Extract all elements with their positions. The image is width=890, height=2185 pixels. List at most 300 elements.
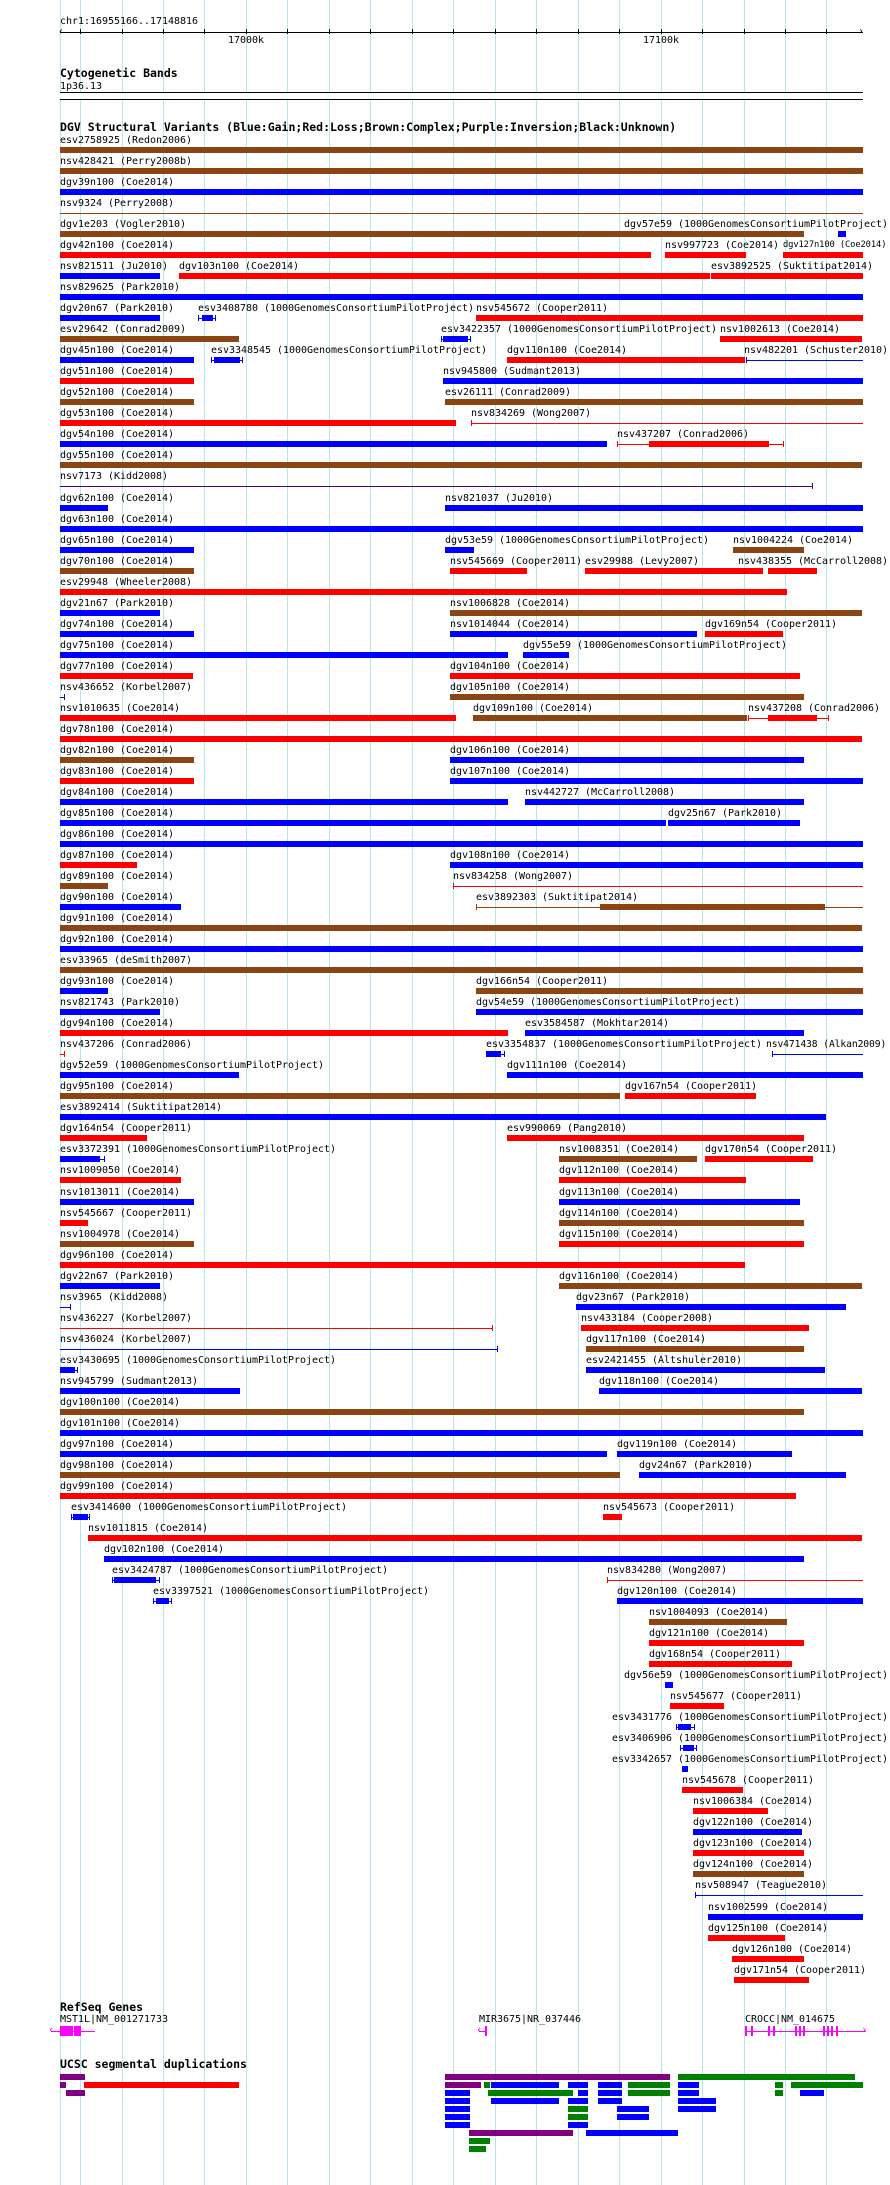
ruler-tick xyxy=(287,29,288,34)
sv-bar[interactable] xyxy=(559,1156,697,1162)
sv-bar[interactable] xyxy=(450,673,800,679)
sv-end-tick xyxy=(828,715,829,721)
sv-bar[interactable] xyxy=(60,168,863,174)
sv-bar[interactable] xyxy=(73,1514,88,1520)
sv-label: nsv471438 (Alkan2009) xyxy=(766,1039,887,1050)
sv-bar[interactable] xyxy=(649,441,769,447)
sv-end-tick xyxy=(746,357,747,363)
segdup-block[interactable] xyxy=(678,2082,699,2088)
sv-end-tick xyxy=(607,1577,608,1583)
sv-bar[interactable] xyxy=(586,1346,804,1352)
sv-label: nsv437208 (Conrad2006) xyxy=(748,703,881,714)
sv-end-tick xyxy=(676,1724,677,1730)
ruler-label: 17100k xyxy=(643,35,680,46)
dgv-track-title: DGV Structural Variants (Blue:Gain;Red:Loss;Brown:Complex;Purple:Inversion;Black:Unknown) xyxy=(60,120,677,134)
sv-bar[interactable] xyxy=(559,1220,804,1226)
segdup-block[interactable] xyxy=(60,2082,66,2088)
segdup-block[interactable] xyxy=(66,2090,85,2096)
sv-bar[interactable] xyxy=(60,252,651,258)
segdup-block[interactable] xyxy=(445,2106,470,2112)
sv-bar[interactable] xyxy=(60,378,194,384)
segdup-block[interactable] xyxy=(628,2082,670,2088)
sv-label: dgv103n100 (Coe2014) xyxy=(179,261,300,272)
segdup-block[interactable] xyxy=(775,2090,783,2096)
segdup-block[interactable] xyxy=(678,2098,716,2104)
sv-label: nsv433184 (Cooper2008) xyxy=(581,1313,714,1324)
sv-bar[interactable] xyxy=(60,1199,194,1205)
sv-bar[interactable] xyxy=(445,399,863,405)
sv-label: dgv23n67 (Park2010) xyxy=(576,1292,691,1303)
gene-exon xyxy=(60,2026,73,2036)
sv-bar[interactable] xyxy=(523,652,569,658)
sv-bar[interactable] xyxy=(665,252,746,258)
sv-bar[interactable] xyxy=(60,883,108,889)
segdup-block[interactable] xyxy=(678,2090,699,2096)
sv-end-tick xyxy=(211,357,212,363)
sv-label: nsv1006828 (Coe2014) xyxy=(450,598,571,609)
sv-end-tick xyxy=(695,1892,696,1898)
sv-label: dgv107n100 (Coe2014) xyxy=(450,766,571,777)
sv-bar[interactable] xyxy=(60,273,160,279)
sv-bar[interactable] xyxy=(693,1829,802,1835)
sv-bar[interactable] xyxy=(476,315,863,321)
sv-line[interactable] xyxy=(60,486,813,487)
sv-bar[interactable] xyxy=(617,1598,863,1604)
sv-label: nsv834280 (Wong2007) xyxy=(607,1565,728,1576)
sv-label: dgv1e203 (Vogler2010) xyxy=(60,219,187,230)
sv-label: dgv22n67 (Park2010) xyxy=(60,1271,175,1282)
sv-bar[interactable] xyxy=(60,1072,239,1078)
sv-bar[interactable] xyxy=(60,1177,181,1183)
segdup-block[interactable] xyxy=(617,2114,649,2120)
sv-end-tick xyxy=(772,1051,773,1057)
gene-exon xyxy=(485,2026,487,2036)
sv-bar[interactable] xyxy=(60,420,456,426)
sv-bar[interactable] xyxy=(60,1430,863,1436)
sv-label: dgv83n100 (Coe2014) xyxy=(60,766,175,777)
segdup-track-title: UCSC segmental duplications xyxy=(60,2057,247,2071)
sv-bar[interactable] xyxy=(450,778,863,784)
cytoband-label: 1p36.13 xyxy=(60,81,103,92)
sv-bar[interactable] xyxy=(720,336,862,342)
sv-bar[interactable] xyxy=(443,378,863,384)
sv-bar[interactable] xyxy=(214,357,240,363)
sv-bar[interactable] xyxy=(450,610,862,616)
sv-end-tick xyxy=(694,1724,695,1730)
sv-bar[interactable] xyxy=(60,820,666,826)
sv-bar[interactable] xyxy=(603,1514,622,1520)
sv-bar[interactable] xyxy=(705,631,783,637)
sv-label: dgv122n100 (Coe2014) xyxy=(693,1817,814,1828)
sv-bar[interactable] xyxy=(768,568,817,574)
sv-end-tick xyxy=(783,441,784,447)
sv-bar[interactable] xyxy=(60,631,194,637)
sv-label: dgv92n100 (Coe2014) xyxy=(60,934,175,945)
sv-bar[interactable] xyxy=(649,1640,804,1646)
sv-bar[interactable] xyxy=(60,841,863,847)
refseq-track-title: RefSeq Genes xyxy=(60,2000,144,2014)
sv-bar[interactable] xyxy=(60,399,194,405)
segdup-block[interactable] xyxy=(598,2090,622,2096)
sv-bar[interactable] xyxy=(693,1850,804,1856)
segdup-block[interactable] xyxy=(469,2146,486,2152)
sv-end-tick xyxy=(617,441,618,447)
sv-bar[interactable] xyxy=(600,904,825,910)
gene-exon xyxy=(799,2026,801,2036)
sv-label: dgv57e59 (1000GenomesConsortiumPilotProject) xyxy=(624,219,889,230)
sv-label: nsv545667 (Cooper2011) xyxy=(60,1208,193,1219)
sv-bar[interactable] xyxy=(665,1682,673,1688)
sv-label: dgv75n100 (Coe2014) xyxy=(60,640,175,651)
sv-end-tick xyxy=(171,1598,172,1604)
sv-label: dgv86n100 (Coe2014) xyxy=(60,829,175,840)
sv-line[interactable] xyxy=(60,1349,498,1350)
sv-label: nsv1013011 (Coe2014) xyxy=(60,1187,181,1198)
segdup-block[interactable] xyxy=(568,2106,588,2112)
sv-bar[interactable] xyxy=(649,1661,792,1667)
sv-bar[interactable] xyxy=(450,568,527,574)
sv-bar[interactable] xyxy=(60,189,863,195)
sv-label: dgv111n100 (Coe2014) xyxy=(507,1060,628,1071)
sv-bar[interactable] xyxy=(838,231,846,237)
sv-bar[interactable] xyxy=(576,1304,846,1310)
sv-bar[interactable] xyxy=(450,862,863,868)
sv-bar[interactable] xyxy=(60,673,193,679)
sv-label: nsv834258 (Wong2007) xyxy=(453,871,574,882)
sv-line[interactable] xyxy=(772,1054,863,1055)
sv-label: dgv101n100 (Coe2014) xyxy=(60,1418,181,1429)
segdup-block[interactable] xyxy=(491,2098,559,2104)
segdup-block[interactable] xyxy=(586,2130,678,2136)
sv-bar[interactable] xyxy=(179,273,710,279)
sv-bar[interactable] xyxy=(585,568,763,574)
segdup-block[interactable] xyxy=(445,2074,670,2080)
sv-bar[interactable] xyxy=(450,694,804,700)
sv-bar[interactable] xyxy=(60,147,863,153)
sv-bar[interactable] xyxy=(60,1114,826,1120)
sv-label: esv3414600 (1000GenomesConsortiumPilotProject) xyxy=(71,1502,348,1513)
sv-bar[interactable] xyxy=(682,1766,688,1772)
sv-end-tick xyxy=(497,1346,498,1352)
sv-label: esv29948 (Wheeler2008) xyxy=(60,577,193,588)
sv-bar[interactable] xyxy=(507,1135,804,1141)
sv-bar[interactable] xyxy=(625,1093,756,1099)
cytoband-1p36-13[interactable] xyxy=(60,92,863,100)
sv-label: dgv94n100 (Coe2014) xyxy=(60,1018,175,1029)
sv-bar[interactable] xyxy=(60,315,160,321)
sv-bar[interactable] xyxy=(711,273,863,279)
gene-exon xyxy=(745,2026,747,2036)
sv-bar[interactable] xyxy=(60,568,194,574)
segdup-block[interactable] xyxy=(445,2090,470,2096)
sv-line[interactable] xyxy=(695,1895,863,1896)
sv-bar[interactable] xyxy=(708,1935,785,1941)
sv-label: dgv51n100 (Coe2014) xyxy=(60,366,175,377)
sv-label: dgv171n54 (Cooper2011) xyxy=(734,1965,867,1976)
segdup-block[interactable] xyxy=(617,2106,649,2112)
sv-label: dgv115n100 (Coe2014) xyxy=(559,1229,680,1240)
sv-bar[interactable] xyxy=(525,799,804,805)
sv-bar[interactable] xyxy=(60,988,108,994)
sv-label: nsv1010635 (Coe2014) xyxy=(60,703,181,714)
sv-label: esv3892525 (Suktitipat2014) xyxy=(711,261,874,272)
sv-bar[interactable] xyxy=(473,715,747,721)
sv-bar[interactable] xyxy=(783,252,863,258)
sv-bar[interactable] xyxy=(114,1577,156,1583)
sv-bar[interactable] xyxy=(443,336,468,342)
sv-label: dgv97n100 (Coe2014) xyxy=(60,1439,175,1450)
ruler-tick xyxy=(578,29,579,34)
sv-label: dgv126n100 (Coe2014) xyxy=(732,1944,853,1955)
segdup-block[interactable] xyxy=(84,2082,239,2088)
sv-bar[interactable] xyxy=(202,315,213,321)
sv-bar[interactable] xyxy=(445,505,863,511)
sv-end-tick xyxy=(470,336,471,342)
sv-label: dgv102n100 (Coe2014) xyxy=(104,1544,225,1555)
sv-end-tick xyxy=(77,1367,78,1373)
sv-label: dgv52n100 (Coe2014) xyxy=(60,387,175,398)
sv-bar[interactable] xyxy=(639,1472,846,1478)
sv-bar[interactable] xyxy=(60,1135,147,1141)
sv-label: dgv91n100 (Coe2014) xyxy=(60,913,175,924)
sv-label: dgv170n54 (Cooper2011) xyxy=(705,1144,838,1155)
segdup-block[interactable] xyxy=(60,2074,85,2080)
sv-label: nsv945799 (Sudmant2013) xyxy=(60,1376,199,1387)
sv-bar[interactable] xyxy=(559,1241,804,1247)
sv-bar[interactable] xyxy=(60,1262,745,1268)
sv-line[interactable] xyxy=(746,360,863,361)
sv-label: esv33965 (deSmith2007) xyxy=(60,955,193,966)
sv-label: dgv127n100 (Coe2014) xyxy=(783,240,887,250)
sv-bar[interactable] xyxy=(60,1030,508,1036)
sv-bar[interactable] xyxy=(486,1051,501,1057)
sv-bar[interactable] xyxy=(734,1977,809,1983)
segdup-block[interactable] xyxy=(568,2122,588,2128)
segdup-block[interactable] xyxy=(568,2114,588,2120)
sv-end-tick xyxy=(242,357,243,363)
sv-bar[interactable] xyxy=(678,1724,691,1730)
sv-bar[interactable] xyxy=(60,925,862,931)
segdup-block[interactable] xyxy=(488,2090,573,2096)
sv-label: nsv482201 (Schuster2010) xyxy=(744,345,889,356)
segdup-block[interactable] xyxy=(791,2082,863,2088)
sv-bar[interactable] xyxy=(445,547,474,553)
sv-bar[interactable] xyxy=(156,1598,169,1604)
segdup-block[interactable] xyxy=(678,2106,716,2112)
segdup-block[interactable] xyxy=(469,2138,490,2144)
sv-bar[interactable] xyxy=(693,1808,768,1814)
sv-bar[interactable] xyxy=(507,1072,863,1078)
segdup-block[interactable] xyxy=(800,2090,824,2096)
sv-label: nsv1002599 (Coe2014) xyxy=(708,1902,829,1913)
sv-bar[interactable] xyxy=(60,736,862,742)
sv-label: dgv82n100 (Coe2014) xyxy=(60,745,175,756)
sv-line[interactable] xyxy=(60,1328,493,1329)
sv-bar[interactable] xyxy=(60,1220,88,1226)
sv-bar[interactable] xyxy=(60,904,181,910)
arrow-left-icon: ‹ xyxy=(58,26,65,37)
gene-exon xyxy=(768,2026,770,2036)
sv-label: dgv65n100 (Coe2014) xyxy=(60,535,175,546)
sv-bar[interactable] xyxy=(60,547,194,553)
sv-bar[interactable] xyxy=(733,547,804,553)
sv-bar[interactable] xyxy=(60,1241,194,1247)
sv-label: esv3408780 (1000GenomesConsortiumPilotProject) xyxy=(198,303,475,314)
sv-bar[interactable] xyxy=(705,1156,813,1162)
ruler-label: 17000k xyxy=(228,35,265,46)
segdup-block[interactable] xyxy=(445,2122,470,2128)
sv-label: nsv428421 (Perry2008b) xyxy=(60,156,193,167)
sv-label: dgv55n100 (Coe2014) xyxy=(60,450,175,461)
sv-label: dgv87n100 (Coe2014) xyxy=(60,850,175,861)
sv-label: nsv834269 (Wong2007) xyxy=(471,408,592,419)
sv-bar[interactable] xyxy=(60,526,863,532)
sv-bar[interactable] xyxy=(732,1956,804,1962)
sv-bar[interactable] xyxy=(617,1451,792,1457)
sv-end-tick xyxy=(812,483,813,489)
ruler-tick xyxy=(536,29,537,34)
sv-label: dgv166n54 (Cooper2011) xyxy=(476,976,609,987)
sv-bar[interactable] xyxy=(60,715,456,721)
sv-label: esv29988 (Levy2007) xyxy=(585,556,700,567)
sv-label: dgv96n100 (Coe2014) xyxy=(60,1250,175,1261)
sv-label: dgv118n100 (Coe2014) xyxy=(599,1376,720,1387)
sv-label: nsv545673 (Cooper2011) xyxy=(603,1502,736,1513)
sv-bar[interactable] xyxy=(60,757,194,763)
sv-line[interactable] xyxy=(607,1580,863,1581)
sv-label: dgv108n100 (Coe2014) xyxy=(450,850,571,861)
sv-label: dgv25n67 (Park2010) xyxy=(668,808,783,819)
segdup-block[interactable] xyxy=(445,2082,481,2088)
sv-bar[interactable] xyxy=(693,1871,804,1877)
sv-label: dgv116n100 (Coe2014) xyxy=(559,1271,680,1282)
sv-line[interactable] xyxy=(453,886,863,887)
sv-bar[interactable] xyxy=(60,967,863,973)
sv-bar[interactable] xyxy=(60,1283,160,1289)
sv-line[interactable] xyxy=(471,423,863,424)
sv-label: nsv508947 (Teague2010) xyxy=(695,1880,828,1891)
sv-bar[interactable] xyxy=(60,505,108,511)
sv-line[interactable] xyxy=(60,213,863,214)
segdup-block[interactable] xyxy=(484,2082,490,2088)
segdup-block[interactable] xyxy=(491,2082,559,2088)
ruler-tick xyxy=(329,29,330,34)
segdup-block[interactable] xyxy=(568,2098,588,2104)
sv-bar[interactable] xyxy=(649,1619,787,1625)
sv-bar[interactable] xyxy=(88,1535,862,1541)
sv-bar[interactable] xyxy=(599,1388,862,1394)
segdup-block[interactable] xyxy=(598,2082,622,2088)
sv-bar[interactable] xyxy=(60,1367,75,1373)
sv-bar[interactable] xyxy=(60,357,194,363)
sv-label: esv3372391 (1000GenomesConsortiumPilotProject) xyxy=(60,1144,337,1155)
sv-bar[interactable] xyxy=(708,1914,863,1920)
sv-bar[interactable] xyxy=(559,1283,862,1289)
sv-bar[interactable] xyxy=(476,1009,863,1015)
sv-label: nsv3965 (Kidd2008) xyxy=(60,1292,169,1303)
sv-bar[interactable] xyxy=(60,946,863,952)
sv-bar[interactable] xyxy=(581,1325,809,1331)
sv-bar[interactable] xyxy=(682,1787,743,1793)
sv-bar[interactable] xyxy=(104,1556,804,1562)
sv-bar[interactable] xyxy=(683,1745,694,1751)
sv-bar[interactable] xyxy=(60,862,137,868)
sv-bar[interactable] xyxy=(60,1156,100,1162)
sv-bar[interactable] xyxy=(507,357,745,363)
sv-label: dgv114n100 (Coe2014) xyxy=(559,1208,680,1219)
sv-bar[interactable] xyxy=(450,631,697,637)
sv-label: esv3354837 (1000GenomesConsortiumPilotProject) xyxy=(486,1039,763,1050)
sv-label: dgv39n100 (Coe2014) xyxy=(60,177,175,188)
ruler-tick xyxy=(163,29,164,34)
segdup-block[interactable] xyxy=(445,2098,470,2104)
sv-label: nsv821511 (Ju2010) xyxy=(60,261,169,272)
sv-bar[interactable] xyxy=(60,1409,804,1415)
gene-exon xyxy=(803,2026,805,2036)
segdup-block[interactable] xyxy=(445,2114,470,2120)
sv-bar[interactable] xyxy=(670,1703,724,1709)
sv-bar[interactable] xyxy=(668,820,800,826)
sv-label: dgv121n100 (Coe2014) xyxy=(649,1628,770,1639)
sv-bar[interactable] xyxy=(476,988,863,994)
sv-label: dgv53e59 (1000GenomesConsortiumPilotProject) xyxy=(445,535,710,546)
sv-end-tick xyxy=(441,336,442,342)
sv-bar[interactable] xyxy=(60,799,508,805)
sv-bar[interactable] xyxy=(60,1451,607,1457)
sv-end-tick xyxy=(696,1745,697,1751)
gene-exon xyxy=(836,2026,838,2036)
sv-bar[interactable] xyxy=(60,1493,796,1499)
sv-bar[interactable] xyxy=(525,1030,804,1036)
sv-label: dgv54e59 (1000GenomesConsortiumPilotProject) xyxy=(476,997,741,1008)
sv-label: nsv1008351 (Coe2014) xyxy=(559,1144,680,1155)
sv-bar[interactable] xyxy=(60,1093,620,1099)
sv-bar[interactable] xyxy=(60,1388,240,1394)
sv-bar[interactable] xyxy=(60,778,194,784)
sv-bar[interactable] xyxy=(60,652,508,658)
segdup-block[interactable] xyxy=(678,2074,855,2080)
sv-bar[interactable] xyxy=(60,1472,620,1478)
segdup-block[interactable] xyxy=(568,2082,588,2088)
sv-bar[interactable] xyxy=(559,1199,800,1205)
sv-bar[interactable] xyxy=(60,610,160,616)
sv-label: dgv70n100 (Coe2014) xyxy=(60,556,175,567)
segdup-block[interactable] xyxy=(628,2090,670,2096)
sv-label: dgv62n100 (Coe2014) xyxy=(60,493,175,504)
segdup-block[interactable] xyxy=(469,2130,573,2136)
sv-bar[interactable] xyxy=(60,441,607,447)
sv-bar[interactable] xyxy=(60,294,863,300)
segdup-block[interactable] xyxy=(578,2090,588,2096)
sv-bar[interactable] xyxy=(450,757,804,763)
ruler-tick xyxy=(702,29,703,34)
sv-end-tick xyxy=(215,315,216,321)
ruler-tick xyxy=(619,29,620,34)
sv-bar[interactable] xyxy=(60,462,862,468)
segdup-block[interactable] xyxy=(775,2082,783,2088)
sv-label: dgv24n67 (Park2010) xyxy=(639,1460,754,1471)
sv-bar[interactable] xyxy=(60,231,804,237)
sv-bar[interactable] xyxy=(60,589,787,595)
sv-bar[interactable] xyxy=(60,1009,160,1015)
sv-label: dgv117n100 (Coe2014) xyxy=(586,1334,707,1345)
segdup-block[interactable] xyxy=(598,2098,622,2104)
sv-bar[interactable] xyxy=(768,715,817,721)
sv-bar[interactable] xyxy=(586,1367,825,1373)
sv-label: dgv89n100 (Coe2014) xyxy=(60,871,175,882)
sv-bar[interactable] xyxy=(60,336,239,342)
sv-bar[interactable] xyxy=(559,1177,746,1183)
